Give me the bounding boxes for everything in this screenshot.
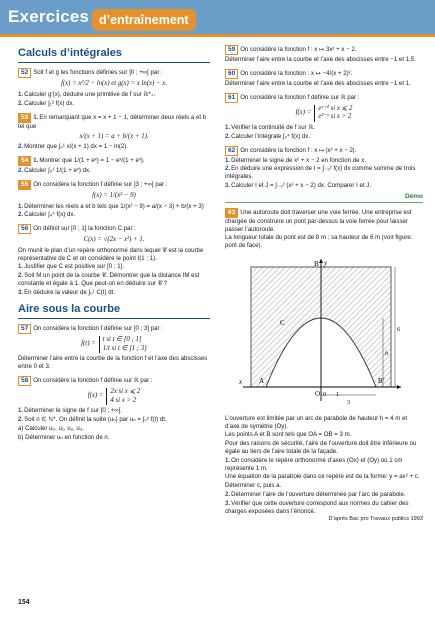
question-2: Soit n ∈ ℕ*. On définit la suite (uₙ) par uₙ = ∫₀ⁿ f(t) dt. — [24, 416, 167, 424]
exercise-text: Déterminer l’aire entre la courbe et l’axe des abscisses entre −1 et 1. — [225, 79, 411, 87]
label-C: C — [280, 318, 285, 327]
tick-0: 0 — [323, 391, 326, 398]
exercise-text: On considère la fonction f définie sur [0 ; 3] par : — [33, 325, 163, 333]
label-O: O — [315, 389, 321, 398]
exercise-text: On considère la fonction f définie sur ℝ par : — [33, 377, 153, 385]
tick-3: 3 — [347, 399, 350, 406]
page-header — [0, 0, 435, 40]
demo-badge: Démo — [404, 192, 423, 200]
exercise-number: 58 — [18, 376, 31, 386]
exercise-number: 61 — [225, 93, 238, 103]
exercise-formula: f(x) = 1/(x² − 9) — [92, 191, 136, 199]
exercise-number: 55 — [18, 180, 31, 190]
exercise-number: 54 — [18, 156, 31, 166]
question-2: Calculer ∫₀¹ 1/(1 + eˣ) dx. — [24, 167, 91, 175]
exercise-number: 63 — [225, 208, 238, 218]
exercise-number: 60 — [225, 69, 238, 79]
question-2: Montrer que ∫₀¹ x/(x + 1) dx = 1 − ln(2). — [24, 143, 129, 151]
section-rule — [18, 62, 210, 63]
exercise-54: 54 1.Montrer que 1/(1 + eˣ) = 1 − eˣ/(1 + eˣ). 2.Calculer ∫₀¹ 1/(1 + eˣ) dx. — [18, 157, 145, 175]
question-1: Calculer g′(x), déduire une primitive de f sur ℝ*₊. — [24, 91, 156, 99]
exercise-61: 61 On considère la fonction f définie sur ℝ par : f(x) = eˣ⁻² si x ⩽ 2 e²⁻ˣ si x > 2 1.Vérifier la continuité de f sur ℝ. 2.Calculer l’intégrale ∫₀⁴ f(x) dx. — [225, 93, 423, 141]
exercise-number: 57 — [18, 324, 31, 334]
label-B-prime: B’ — [378, 376, 385, 385]
section-rule — [18, 318, 210, 319]
question-3: Calculer I et J = ∫₋₃² (x² + x − 2) dx. Comparer I et J. — [231, 181, 372, 189]
exercise-58: 58 On considère la fonction f définie sur ℝ par : f(x) = 2x si x ⩽ 2 4 si x > 2 1.Déterminer le signe de f sur [0 ; +∞[. 2.Soit n ∈ ℕ*. On définit la suite (uₙ) par uₙ = ∫₀ⁿ f(t) dt. a) Calculer u₀, u₁, u₂, u₃. b) Déterminer uₙ en fonction de n. — [18, 376, 210, 442]
label-y: y — [324, 258, 328, 267]
right-column — [225, 44, 423, 523]
exercise-text: On considère la fonction f définie sur ℝ par : — [240, 93, 360, 101]
exercise-text: On considère la fonction f définie sur ]3 ; +∞[ par : — [33, 180, 168, 188]
exercise-text: Déterminer l’aire entre la courbe de la fonction f et l’axe des abscisses entre 0 et 3. — [18, 355, 208, 371]
exercise-63: Démo 63 Une autoroute doit traverser une voie ferrée. Une entreprise est chargée de construire un pont par-dessus la voie ferrée pour laisser passer l’autoroute. La longueur totale du pont est de 8 m ; sa hauteur de 6 m (voir figure: pont de face). B y C 6 h x A O B’ 0 1 3 L’ouverture est limitée par un arc de parabole de hauteur h = 4 m et d’axe de symétrie (Oy). Les points A et B sont tels que OA = OB = 3 m. Pour des raisons de sécurité, l’aire de l’ouverture doit être inférieure ou égale au tiers de l’aire totale de la façade. 1.On considère le repère orthonormé d’axes (Ox) et (Oy) où 1 cm représente 1 m. Une équation de la parabole dans ce repère est de la forme: y = ax² + c. Déterminer c, puis a. 2.Déterminer l’aire de l’ouverture déterminée par l’arc de parabole. 3.Vérifier que cette ouverture correspond aux normes du cahier des charges exposées dans l’énoncé. D’après Bac pro Travaux publics 1993 — [225, 192, 423, 523]
exercise-text: On munit le plan d’un repère orthonormé dans lequel 𝒞 est la courbe représentative de C et on considère le point I(1 ; 1). — [18, 246, 204, 262]
exercise-57 — [18, 324, 210, 371]
tick-1: 1 — [336, 391, 339, 398]
exercise-formula: x/(x + 1) = a + b/(x + 1). — [79, 132, 149, 140]
question-3: Vérifier que cette ouverture correspond aux normes du cahier des charges exposées dans l’énoncé. — [225, 499, 409, 515]
exercise-text: On considère la fonction f : x ↦ |x² + x − 2|. — [240, 146, 357, 154]
label-h: h — [385, 350, 388, 357]
exercise-text: Déterminer l’aire entre la courbe et l’axe des abscisses entre −1 et 1,5. — [225, 56, 416, 63]
exercise-text: Déterminer c, puis a. — [225, 482, 282, 490]
question-1: Montrer que 1/(1 + eˣ) = 1 − eˣ/(1 + eˣ). — [39, 157, 145, 165]
piecewise-formula: f(x) = 2x si x ⩽ 2 4 si x > 2 — [87, 388, 141, 404]
exercise-text: Pour des raisons de sécurité, l’aire de l’ouverture doit être inférieure ou égale au tiers de l’aire totale de la façade. — [225, 440, 417, 455]
exercise-text: Les points A et B sont tels que OA = OB = 3 m. — [225, 431, 352, 439]
label-A: A — [259, 376, 265, 385]
section-title-calculs: Calculs d’intégrales — [18, 47, 122, 59]
question-3: En déduire la valeur de ∫₀¹ C(t) dt. — [24, 288, 116, 296]
question-1: Vérifier la continuité de f sur ℝ. — [231, 123, 315, 131]
piecewise-formula: f(x) = eˣ⁻² si x ⩽ 2 e²⁻ˣ si x > 2 — [295, 104, 353, 121]
page-subtitle-badge: d’entraînement — [92, 9, 196, 31]
exercise-formula: C(x) = √(2x − x²) + 1. — [83, 236, 145, 244]
page-number: 154 — [18, 599, 30, 606]
question-2: Déterminer l’aire de l’ouverture déterminée par l’arc de parabole. — [231, 490, 406, 498]
question-2: En déduire une expression de I = ∫₋₃² f(x) dx comme somme de trois intégrales. — [225, 165, 416, 181]
section-title-aire: Aire sous la courbe — [18, 302, 121, 315]
exercise-53: 53 1.En remarquant que x = x + 1 − 1, déterminer deux réels a et b tel que x/(x + 1) = a + b/(x + 1). 2.Montrer que ∫₀¹ x/(x + 1) dx = 1 − ln(2). — [18, 113, 210, 151]
exercise-52: 52 Soit f et g les fonctions définies sur ]0 ; +∞[ par : f(x) = x²/2 − ln(x) et g(x) = x ln(x) − x. 1.Calculer g′(x), déduire une primitive de f sur ℝ*₊. 2.Calculer ∫₁² f(x) dx. — [18, 68, 210, 107]
question-1: Déterminer les réels a et b tels que 1/(x² − 9) = a/(x − 3) + b/(x + 3) — [24, 202, 204, 210]
exercise-number: 56 — [18, 224, 31, 234]
question-2a: a) Calculer u₀, u₁, u₂, u₃. — [18, 424, 84, 432]
question-2: Calculer l’intégrale ∫₀⁴ f(x) dx. — [231, 132, 311, 140]
question-1: On considère le repère orthonormé d’axes (Ox) et (Oy) où 1 cm représente 1 m. — [225, 456, 403, 472]
piecewise-formula: f(t) = t si t ∈ [0 ; 1] 1/t si t ∈ ]1 ; 3] — [81, 336, 147, 352]
question-2: Soit M un point de la courbe 𝒞. Démontrer que la distance IM est constante et égale à 1. Que peut-on en déduire sur 𝒞 ? — [18, 272, 200, 287]
question-1: En remarquant que x = x + 1 − 1, déterminer deux réels a et b tel que — [18, 113, 207, 130]
y-axis-arrow-icon — [319, 259, 323, 263]
exercise-formula: f(x) = x²/2 − ln(x) et g(x) = x ln(x) − x. — [60, 80, 168, 88]
exercise-59 — [225, 45, 423, 64]
label-6: 6 — [397, 326, 400, 333]
exercise-text: Une autoroute doit traverser une voie ferrée. Une entreprise est chargée de construire un pont par-dessus la voie ferrée pour laisser passer l’autoroute. — [225, 208, 412, 233]
exercise-number: 59 — [225, 45, 238, 55]
x-axis-arrow-icon — [397, 385, 401, 389]
question-1: Déterminer le signe de x² + x − 2 en fonction de x. — [231, 156, 366, 164]
page-title: Exercices — [8, 7, 90, 26]
source-citation: D’après Bac pro Travaux publics 1993 — [328, 516, 423, 523]
exercise-text: On considère la fonction f : x ↦ 3x² + x − 2. — [240, 46, 357, 53]
exercise-number: 53 — [18, 113, 31, 123]
exercise-text: Soit f et g les fonctions définies sur ]0 ; +∞[ par : — [33, 69, 163, 77]
exercise-55: 55 On considère la fonction f définie sur ]3 ; +∞[ par : f(x) = 1/(x² − 9) 1.Déterminer les réels a et b tels que 1/(x² − 9) = a/(x − 3) + b/(x + 3) 2.Calculer ∫₄⁵ f(x) dx. — [18, 180, 210, 219]
label-x: x — [239, 377, 243, 386]
question-1: Justifier que C est positive sur [0 ; 1]. — [24, 263, 125, 271]
exercise-62: 62 On considère la fonction f : x ↦ |x² + x − 2|. 1.Déterminer le signe de x² + x − 2 en fonction de x. 2.En déduire une expression de I = ∫₋₃² f(x) dx comme somme de trois intégrales. 3.Calculer I et J = ∫₋₃² (x² + x − 2) dx. Comparer I et J. — [225, 146, 416, 189]
question-2: Calculer ∫₁² f(x) dx. — [24, 99, 75, 107]
exercise-number: 52 — [18, 68, 31, 78]
exercise-text: On considère la fonction : x ↦ −4/(x + 2)². — [240, 69, 353, 77]
label-B: B — [314, 259, 319, 268]
question-2: Calculer ∫₄⁵ f(x) dx. — [24, 211, 76, 219]
question-1: Déterminer le signe de f sur [0 ; +∞[. — [24, 407, 123, 415]
exercise-number: 62 — [225, 146, 238, 156]
left-column — [18, 44, 210, 447]
exercise-60 — [225, 69, 423, 88]
header-stripe — [0, 34, 435, 37]
exercise-text: On définit sur [0 ; 1] la fonction C par : — [33, 225, 136, 233]
exercise-text: L’ouverture est limitée par un arc de parabole de hauteur h = 4 m et d’axe de symétrie (Oy). — [225, 414, 408, 430]
exercise-text: La longueur totale du pont est de 8 m ; sa hauteur de 6 m (voir figure: pont de face). — [225, 234, 413, 250]
question-2b: b) Déterminer uₙ en fonction de n. — [18, 433, 110, 441]
exercise-56: 56 On définit sur [0 ; 1] la fonction C par : C(x) = √(2x − x²) + 1. On munit le plan d’un repère orthonormé dans lequel 𝒞 est la courbe représentative de C et on considère le point I(1 ; 1). 1.Justifier que C est positive sur [0 ; 1]. 2.Soit M un point de la courbe 𝒞. Démontrer que la distance IM est constante et égale à 1. Que peut-on en déduire sur 𝒞 ? 3.En déduire la valeur de ∫₀¹ C(t) dt. — [18, 224, 210, 296]
bridge-figure — [235, 255, 405, 407]
exercise-text: Une équation de la parabole dans ce repère est de la forme: y = ax² + c. — [225, 473, 420, 481]
